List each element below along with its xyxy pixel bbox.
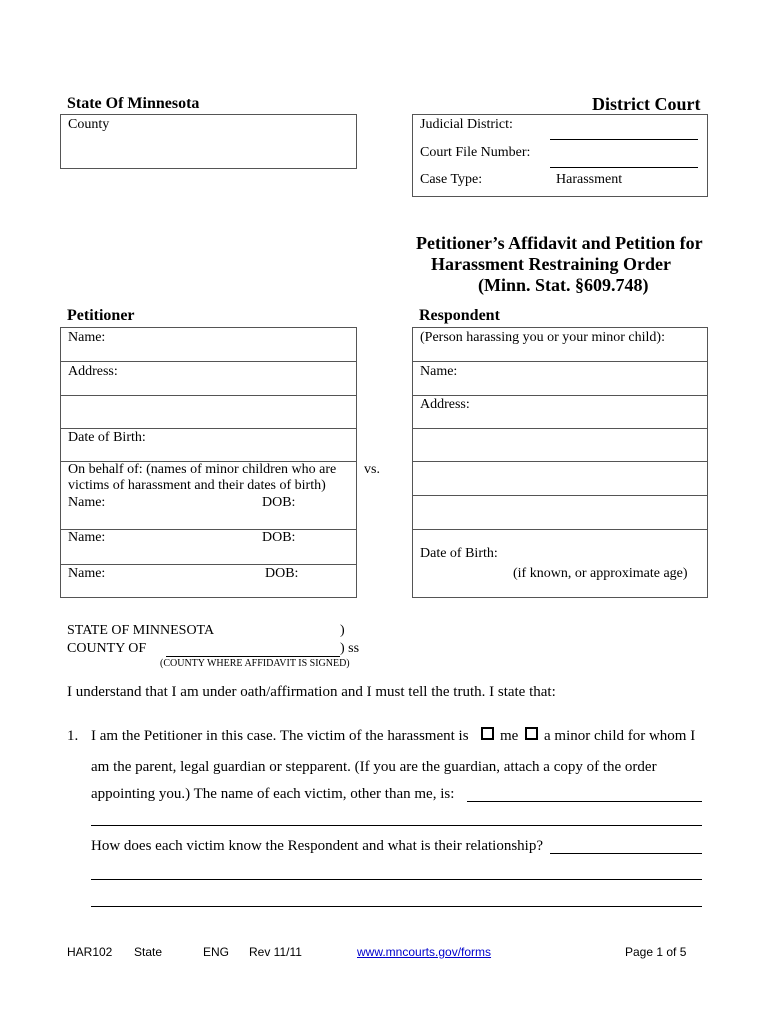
respondent-name-label: Name:: [420, 364, 458, 379]
child-1-name-label: Name:: [68, 495, 106, 510]
judicial-district-label: Judicial District:: [420, 117, 513, 132]
case-type-value: Harassment: [556, 172, 623, 187]
form-title-line1: Petitioner’s Affidavit and Petition for: [416, 233, 703, 253]
victim-me-checkbox[interactable]: [481, 727, 494, 740]
child-1-dob-label: DOB:: [262, 495, 296, 510]
county-label: County: [68, 117, 110, 132]
venue-county-field[interactable]: [166, 656, 340, 657]
child-3-dob-label: DOB:: [265, 566, 299, 581]
victim-me-label: me: [500, 728, 519, 744]
footer-form-id: HAR102: [67, 945, 113, 959]
respondent-description: (Person harassing you or your minor child):: [420, 330, 665, 345]
versus-label: vs.: [364, 462, 380, 477]
respondent-address-label: Address:: [420, 397, 470, 412]
item-1-line3: appointing you.) The name of each victim, other than me, is:: [91, 786, 455, 802]
venue-paren: ): [340, 623, 345, 638]
petitioner-box: [60, 327, 357, 598]
victim-names-field[interactable]: [467, 801, 702, 802]
victim-minor-child-label: a minor child for whom I: [544, 728, 696, 744]
item-1-text: I am the Petitioner in this case. The victim of the harassment is: [91, 728, 469, 744]
court-file-number-field[interactable]: [550, 167, 698, 168]
county-box[interactable]: [60, 114, 357, 169]
relationship-field[interactable]: [550, 853, 702, 854]
footer-jurisdiction: State: [134, 945, 163, 959]
venue-state: STATE OF MINNESOTA: [67, 623, 215, 638]
venue-county-note: (COUNTY WHERE AFFIDAVIT IS SIGNED): [160, 658, 350, 669]
on-behalf-of-text: On behalf of: (names of minor children who are victims of harassment and their dates of birth): [68, 462, 337, 493]
respondent-dob-note: (if known, or approximate age): [513, 566, 688, 581]
oath-statement: I understand that I am under oath/affirmation and I must tell the truth. I state that:: [67, 684, 556, 700]
court-heading: District Court: [592, 94, 701, 114]
case-type-label: Case Type:: [420, 172, 483, 187]
item-1-number: 1.: [67, 728, 79, 744]
footer-revision: Rev 11/11: [249, 945, 302, 959]
respondent-box: [412, 327, 708, 598]
court-file-number-label: Court File Number:: [420, 145, 531, 160]
venue-county-label: COUNTY OF: [67, 641, 147, 656]
victim-minor-child-checkbox[interactable]: [525, 727, 538, 740]
judicial-district-field[interactable]: [550, 139, 698, 140]
state-heading: State Of Minnesota: [67, 95, 200, 112]
relationship-field-2[interactable]: [91, 879, 702, 880]
item-1-line2: am the parent, legal guardian or stepparent. (If you are the guardian, attach a copy of the order: [91, 759, 657, 775]
child-2-dob-label: DOB:: [262, 530, 296, 545]
child-3-name-label: Name:: [68, 566, 106, 581]
respondent-heading: Respondent: [419, 307, 500, 324]
relationship-field-3[interactable]: [91, 906, 702, 907]
form-title-line2: Harassment Restraining Order: [431, 254, 671, 274]
footer-forms-link[interactable]: www.mncourts.gov/forms: [357, 945, 492, 959]
court-info-box: [412, 114, 708, 197]
footer-page-number: Page 1 of 5: [625, 945, 687, 959]
petitioner-address-label: Address:: [68, 364, 118, 379]
petitioner-dob-label: Date of Birth:: [68, 430, 146, 445]
respondent-dob-label: Date of Birth:: [420, 546, 498, 561]
relationship-question: How does each victim know the Respondent and what is their relationship?: [91, 838, 543, 854]
victim-names-field-2[interactable]: [91, 825, 702, 826]
form-title-line3: (Minn. Stat. §609.748): [478, 275, 649, 295]
petitioner-heading: Petitioner: [67, 307, 135, 324]
petitioner-name-label: Name:: [68, 330, 106, 345]
child-2-name-label: Name:: [68, 530, 106, 545]
venue-ss: ) ss: [340, 641, 360, 656]
footer-language: ENG: [203, 945, 230, 959]
